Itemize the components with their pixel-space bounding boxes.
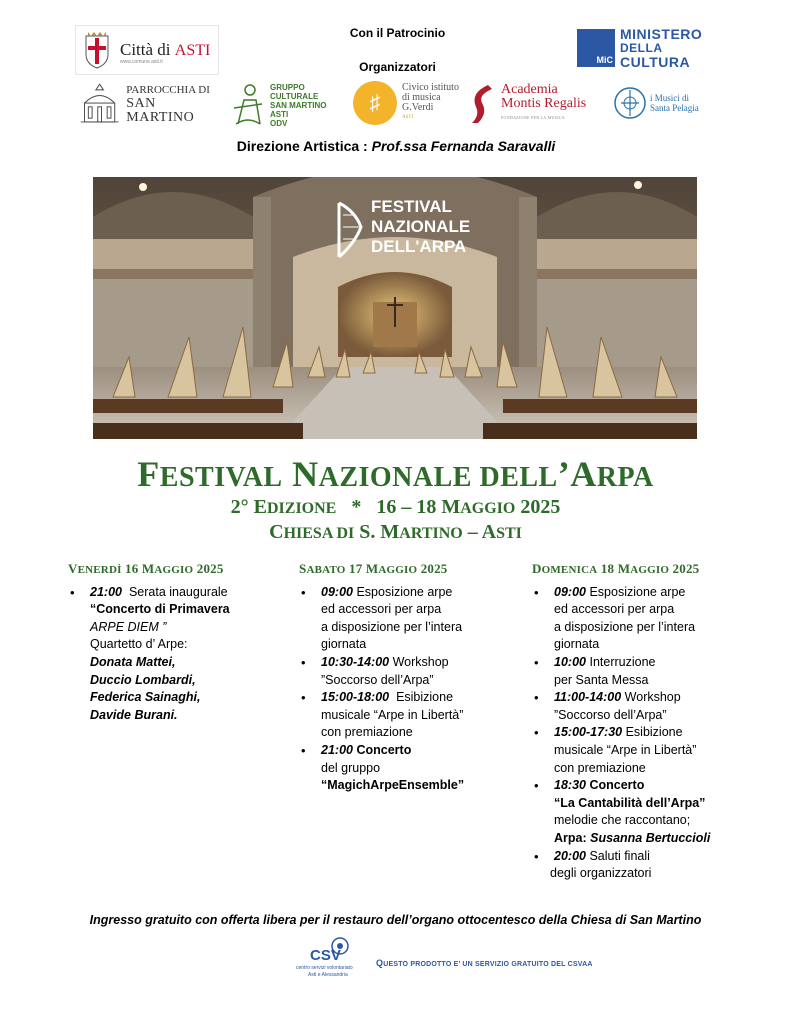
mic-mark-icon: MiC: [577, 29, 615, 67]
csv-logo: [296, 936, 364, 978]
gruppo-text: GRUPPO CULTURALE SAN MARTINO ASTI ODV: [270, 82, 327, 128]
chiesa-line: CHIESA DI S. MARTINO – ASTI: [269, 521, 522, 543]
church-interior-photo: [93, 177, 697, 439]
ministero-cultura-logo: [577, 25, 717, 71]
edizione-line: 2° EDIZIONE * 16 – 18 MAGGIO 2025: [230, 496, 561, 518]
patrocinio-label: Con il Patrocinio: [349, 26, 446, 40]
csv-mark-text: CSV: [310, 947, 341, 964]
church-icon: [77, 79, 122, 129]
servizio-csv-text: QUESTO PRODOTTO E’ UN SERVIZIO GRATUITO DEL CSVAA: [376, 958, 593, 968]
domenica-heading: DOMENICA 18 MAGGIO 2025: [532, 561, 700, 576]
church-interior-image: [93, 177, 697, 439]
photo-logo-line1: FESTIVAL: [371, 197, 452, 216]
csv-sub1: centro servizi volontariato: [296, 965, 353, 971]
citta-di-asti-logo: [75, 25, 219, 75]
domenica-event-1: • 09:00 Esposizione arpe ed accessori per arpa a disposizione per l’intera giornata: [532, 584, 752, 654]
photo-logo-line2: NAZIONALE: [371, 217, 471, 236]
photo-logo-line3: DELL'ARPA: [371, 237, 467, 256]
domenica-event-5: • 18:30 Concerto “La Cantabilità dell’Arpa” melodie che raccontano; Arpa: Susanna Bertuccioli: [532, 777, 752, 847]
academia-montis-regalis-logo: [466, 82, 600, 126]
ministero-text: MINISTERO DELLA CULTURA: [620, 26, 703, 70]
venerdi-event: • 21:00 Serata inaugurale “Concerto di Primavera ARPE DIEM ” Quartetto d’ Arpe: Donata Mattei, Duccio Lombardi, Federica Sainaghi, Davide Burani.: [68, 584, 288, 725]
asti-logo-subtext: www.comune.asti.it: [120, 59, 163, 65]
direzione-artistica: Direzione Artistica : Prof.ssa Fernanda Saravalli: [236, 138, 556, 154]
domenica-column: [532, 560, 752, 883]
academia-mark-icon: [466, 83, 496, 125]
musici-santa-pelagia-logo: [613, 80, 713, 126]
festival-title: FESTIVAL NAZIONALE DELL’ARPA: [137, 454, 654, 494]
domenica-event-3: • 11:00-14:00 Workshop ”Soccorso dell’Arpa”: [532, 689, 752, 724]
ingresso-note: Ingresso gratuito con offerta libera per il restauro dell’organo ottocentesco della Chiesa di San Martino: [89, 913, 702, 927]
sabato-event-4: • 21:00 Concerto del gruppo “MagichArpeEnsemble”: [299, 742, 519, 795]
organizzatori-label: Organizzatori: [359, 60, 436, 74]
asti-crest-icon: [82, 30, 112, 70]
musici-mark-icon: [613, 82, 647, 124]
venerdi-heading: VENERDÌ 16 MAGGIO 2025: [68, 561, 224, 576]
civico-text: Civico istituto di musica G.Verdi ASTI: [402, 82, 459, 120]
domenica-event-4: • 15:00-17:30 Esibizione musicale “Arpe in Libertà” con premiazione: [532, 724, 752, 777]
sabato-heading: SABATO 17 MAGGIO 2025: [299, 561, 448, 576]
musici-text: i Musici di Santa Pelagia: [650, 93, 699, 113]
gruppo-culturale-logo: [230, 80, 342, 130]
sabato-event-2: • 10:30-14:00 Workshop ”Soccorso dell’Arpa”: [299, 654, 519, 689]
domenica-event-2: • 10:00 Interruzione per Santa Messa: [532, 654, 752, 689]
san-martino-figure-icon: [230, 82, 266, 128]
music-note-icon: ♯: [353, 81, 397, 125]
academia-text: Academia Montis Regalis FONDAZIONE PER LA MUSICA: [501, 82, 587, 120]
parrocchia-text: PARROCCHIA DI SAN MARTINO: [126, 84, 210, 125]
domenica-event-6: • 20:00 Saluti finali degli organizzatori: [532, 848, 752, 883]
sabato-event-1: • 09:00 Esposizione arpe ed accessori per arpa a disposizione per l’intera giornata: [299, 584, 519, 654]
venerdi-column: [68, 560, 288, 724]
parrocchia-logo: [77, 78, 222, 130]
sabato-event-3: • 15:00-18:00 Esibizione musicale “Arpe in Libertà” con premiazione: [299, 689, 519, 742]
csv-logo-mark: [296, 936, 364, 978]
civico-istituto-logo: [353, 80, 465, 126]
asti-logo-text: Città di ASTI: [120, 40, 211, 59]
sabato-column: [299, 560, 519, 795]
csv-sub2: Asti e Alessandria: [308, 972, 348, 978]
